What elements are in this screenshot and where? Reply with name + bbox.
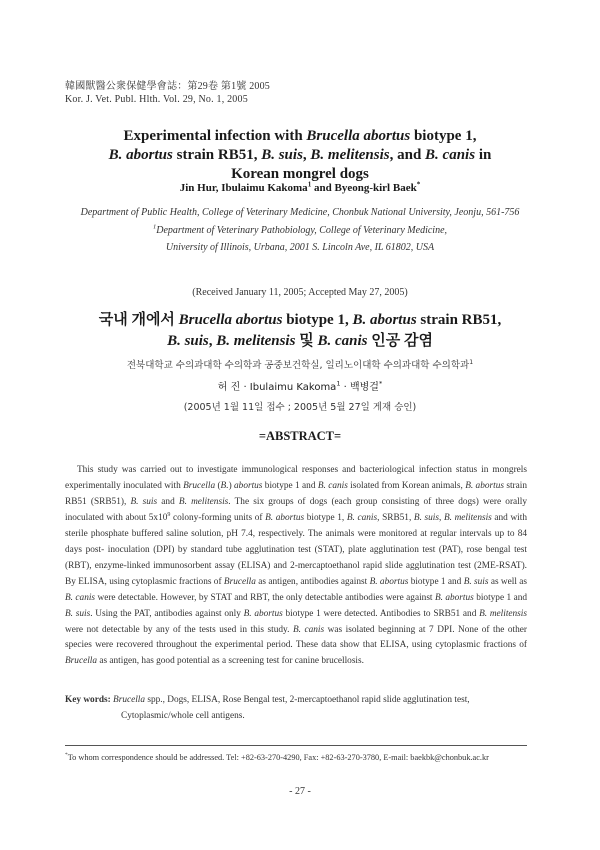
abstract-text: were detectable. However, by STAT and RBT, the only detectable antibodies were against [95,592,435,603]
title-species: B. abortus [108,147,173,163]
abstract-heading: =ABSTRACT= [258,429,342,443]
title-text: , [208,333,217,349]
title-text: , and [389,147,426,163]
abstract-text: as antigen, antibodies against [255,576,370,587]
affiliation-line [40,222,560,240]
affiliation-marker: 1 [336,379,341,388]
abstract-species: Brucella [65,656,98,667]
english-title [40,127,560,184]
english-authors [40,182,560,194]
abstract-species: B. abortus [369,576,409,587]
abstract-text: as antigen, has good potential as a screening test for canine brucellosis. [97,656,364,667]
keywords [65,692,527,724]
abstract-text: . The six groups of dogs (each group consisting of three dogs) were orally inoculated with about 5x10 [65,496,527,523]
affiliation-marker: 1 [152,223,157,231]
abstract-species: B. abortus [434,592,474,603]
abstract-text: was isolated beginning at 7 DPI. None of the other species were recovered throughout the experimental period. These data show that ELISA, using cytoplasmic fractions of [65,624,527,651]
title-text: strain RB51, [416,312,502,328]
abstract-text: and with sterile phosphate buffered saline solution, pH 7.4, respectively. The animals were monitored at regular intervals up to 84 days post- inoculation (DPI) by standard tube agglutination test (STAT), plate agglutination test (PAT), rose bengal test (RBT), enzyme-linked immunosorbent assay (ELISA) and 2-mercaptoethanol rapid slide agglutination test (2ME-RSAT). By ELISA, using cytoplasmic fractions of [65,512,527,587]
abstract-species: Brucella [223,576,256,587]
affiliation-line: University of Illinois, Urbana, 2001 S. Lincoln Ave, IL 61802, USA [165,242,435,253]
abstract-species: B. canis [65,592,96,603]
abstract-text: isolated from Korean animals, [347,480,466,491]
abstract-text: were not detectable by any of the tests used in this study. [65,624,293,635]
title-species: B. abortus [352,312,417,328]
title-text: strain RB51, [172,147,262,163]
corresponding-marker: * [65,752,68,759]
affiliation-text: 전북대학교 수의과대학 수의학과 공중보건학실, 일리노이대학 수의과대학 수의학과 [126,360,470,371]
abstract-species: B. canis [346,512,378,523]
korean-title [40,310,560,352]
title-text: in [475,147,492,163]
title-species: Brucella abortus [178,312,283,328]
abstract-species: B. melitensis [178,496,229,507]
abstract-text: ) [228,480,235,491]
abstract-text: This study was carried out to investigate immunological responses and bacteriological infection status in mongrels experimentally inoculated with [65,465,527,491]
abstract-text: colony-forming units of [170,512,266,523]
abstract-species: B. abortus [243,608,283,619]
affiliation-marker: 1 [307,180,312,189]
abstract-text: biotype 1, [304,512,347,523]
abstract-text: biotype 1 and [262,480,318,491]
abstract-species: B. canis [317,480,348,491]
abstract-species: B. suis [463,576,489,587]
abstract-species: B. melitensis [443,512,492,523]
abstract-species: B. abortus [465,480,504,491]
corresponding-marker: * [378,379,383,388]
abstract-species: B. suis [413,512,440,523]
abstract-text: and [157,496,179,507]
abstract-text: , [439,512,444,523]
author-names: Jin Hur, Ibulaimu Kakoma [179,182,308,194]
journal-header-korean: 韓國獸醫公衆保健學會誌：第29卷 第1號 2005 [65,81,270,92]
author-names: and Byeong-kirl Baek [311,182,417,194]
korean-dates: (2005년 1월 11일 접수 ; 2005년 5월 27일 게재 승인) [183,402,417,413]
abstract-text: strain RB51 (SRB51), [65,480,527,507]
title-text: 및 [295,333,318,349]
english-affiliations [40,204,560,257]
abstract-text: . Using the PAT, antibodies against only [90,608,244,619]
affiliation-line: Department of Public Health, College of Veterinary Medicine, Chonbuk National University, Jeonju, 561-756 [80,207,520,218]
keywords-text: spp., Dogs, ELISA, Rose Bengal test, 2-mercaptoethanol rapid slide agglutination test, [145,695,470,705]
abstract-species: B. canis [292,624,325,635]
keywords-text: Cytoplasmic/whole cell antigens. [121,711,245,721]
abstract-species: B. suis [130,496,158,507]
abstract-species: abortus [234,480,263,491]
abstract-body [65,463,527,670]
abstract-text: biotype 1 were detected. Antibodies to SRB51 and [282,608,480,619]
abstract-text: as well as [488,576,528,587]
title-text: 국내 개에서 [98,312,179,328]
korean-authors [40,378,560,393]
title-text: Experimental infection with [123,128,307,144]
received-dates: (Received January 11, 2005; Accepted May 27, 2005) [192,287,408,298]
correspondence-footnote [65,753,535,762]
korean-affiliations [40,357,560,371]
abstract-text: biotype 1 and [473,592,527,603]
title-species: B. melitensis [216,333,296,349]
journal-header [65,80,270,106]
journal-header-english: Kor. J. Vet. Publ. Hlth. Vol. 29, No. 1, 2005 [65,94,248,105]
title-text: biotype 1, [410,128,477,144]
title-species: B. canis [425,147,476,163]
abstract-species: B. suis [65,608,91,619]
title-species: Brucella abortus [306,128,411,144]
abstract-species: B. [220,480,229,491]
title-text: 인공 감염 [367,333,433,349]
title-text: biotype 1, [282,312,353,328]
affiliation-text: Department of Veterinary Pathobiology, College of Veterinary Medicine, [156,224,448,236]
corresponding-marker: * [416,180,421,189]
title-text: Korean mongrel dogs [231,166,369,182]
author-names: · 백병걸 [340,382,379,393]
title-text: , [302,147,311,163]
page-number: - 27 - [289,786,311,797]
author-names: 허 진 · Ibulaimu Kakoma [217,382,337,393]
affiliation-marker: 1 [469,358,474,366]
abstract-species: B. melitensis [479,608,527,619]
title-species: B. melitensis [310,147,390,163]
title-species: B. canis [317,333,368,349]
footnote-text: To whom correspondence should be addressed. Tel: +82-63-270-4290, Fax: +82-63-270-3780, E-mail: baekbk@chonbuk.ac.kr [67,753,489,762]
title-species: B. suis [261,147,303,163]
abstract-text: , SRB51, [377,512,414,523]
abstract-text: ( [215,480,221,491]
keyword-species: Brucella [113,695,146,705]
footnote-divider [65,745,527,746]
exponent: 9 [167,511,171,518]
abstract-text: biotype 1 and [408,576,464,587]
keywords-label: Key words: [65,695,114,705]
abstract-species: Brucella [183,480,216,491]
title-species: B. suis [167,333,209,349]
abstract-species: B. abortus [265,512,305,523]
